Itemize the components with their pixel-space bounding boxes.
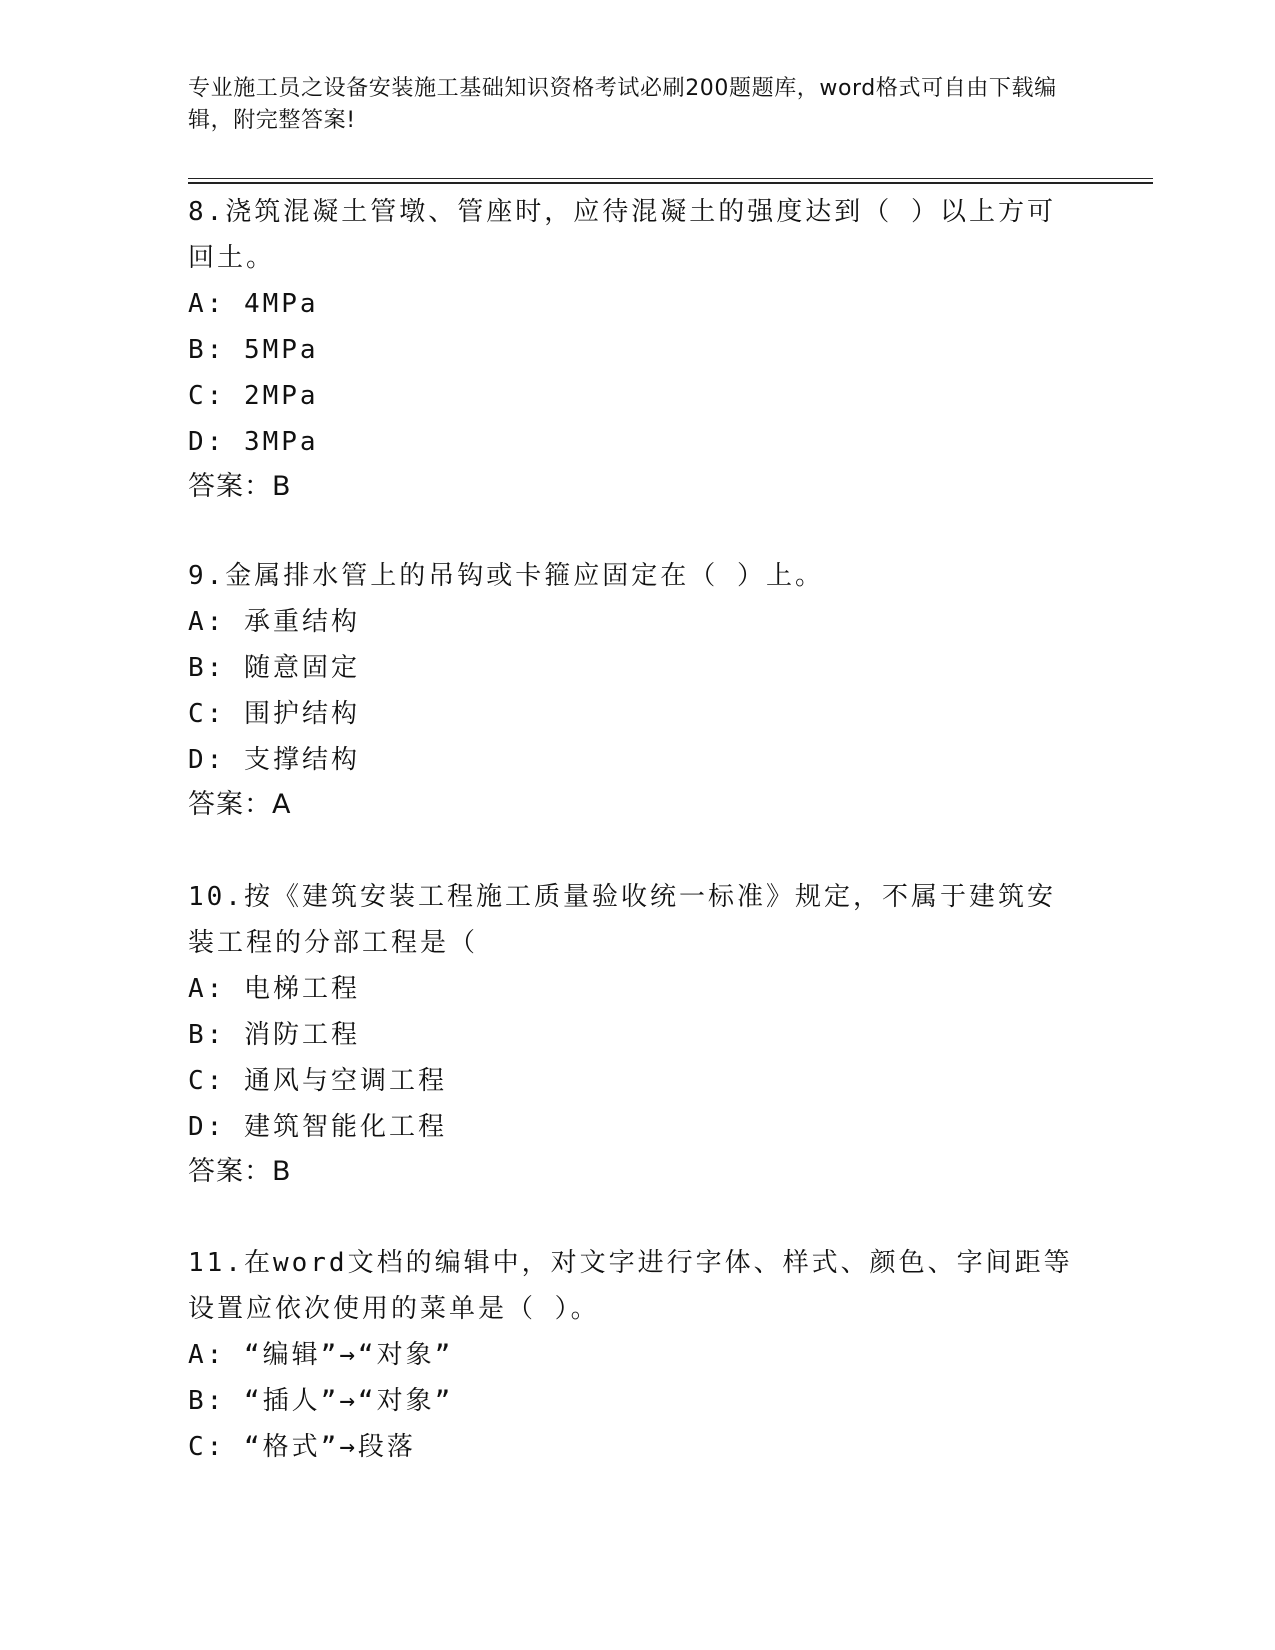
answer-label: 答案：B [188,1156,292,1187]
option-a: A: 承重结构 [188,607,360,637]
option-b: B: 5MPa [188,335,319,365]
option-d: D: 建筑智能化工程 [188,1112,447,1142]
question-9 [188,553,1078,827]
option-d: D: 3MPa [188,427,319,457]
answer-label: 答案：A [188,789,292,820]
option-a: A: 4MPa [188,289,319,319]
option-a: A: 电梯工程 [188,974,360,1004]
question-text: 11.在word文档的编辑中，对文字进行字体、样式、颜色、字间距等设置应依次使用的菜单是（ ）。 [188,1248,1073,1324]
question-text: 9.金属排水管上的吊钩或卡箍应固定在（ ）上。 [188,561,824,591]
option-c: C: 2MPa [188,381,319,411]
question-text: 10.按《建筑安装工程施工质量验收统一标准》规定，不属于建筑安装工程的分部工程是（ [188,882,1056,958]
option-b: B: “插人”→“对象” [188,1386,454,1416]
option-c: C: 围护结构 [188,699,360,729]
question-8 [188,189,1078,509]
question-11 [188,1240,1078,1470]
option-c: C: 通风与空调工程 [188,1066,447,1096]
option-d: D: 支撑结构 [188,745,360,775]
option-c: C: “格式”→段落 [188,1432,416,1462]
question-text: 8.浇筑混凝土管墩、管座时，应待混凝土的强度达到（ ）以上方可回土。 [188,197,1056,273]
option-b: B: 随意固定 [188,653,360,683]
document-title: 专业施工员之设备安装施工基础知识资格考试必刷200题题库，word格式可自由下载编辑，附完整答案! [188,76,1057,133]
answer-label: 答案：B [188,471,292,502]
question-10 [188,874,1078,1194]
option-b: B: 消防工程 [188,1020,360,1050]
option-a: A: “编辑”→“对象” [188,1340,454,1370]
header-divider-bottom [188,182,1153,184]
header-divider-top [188,178,1153,179]
